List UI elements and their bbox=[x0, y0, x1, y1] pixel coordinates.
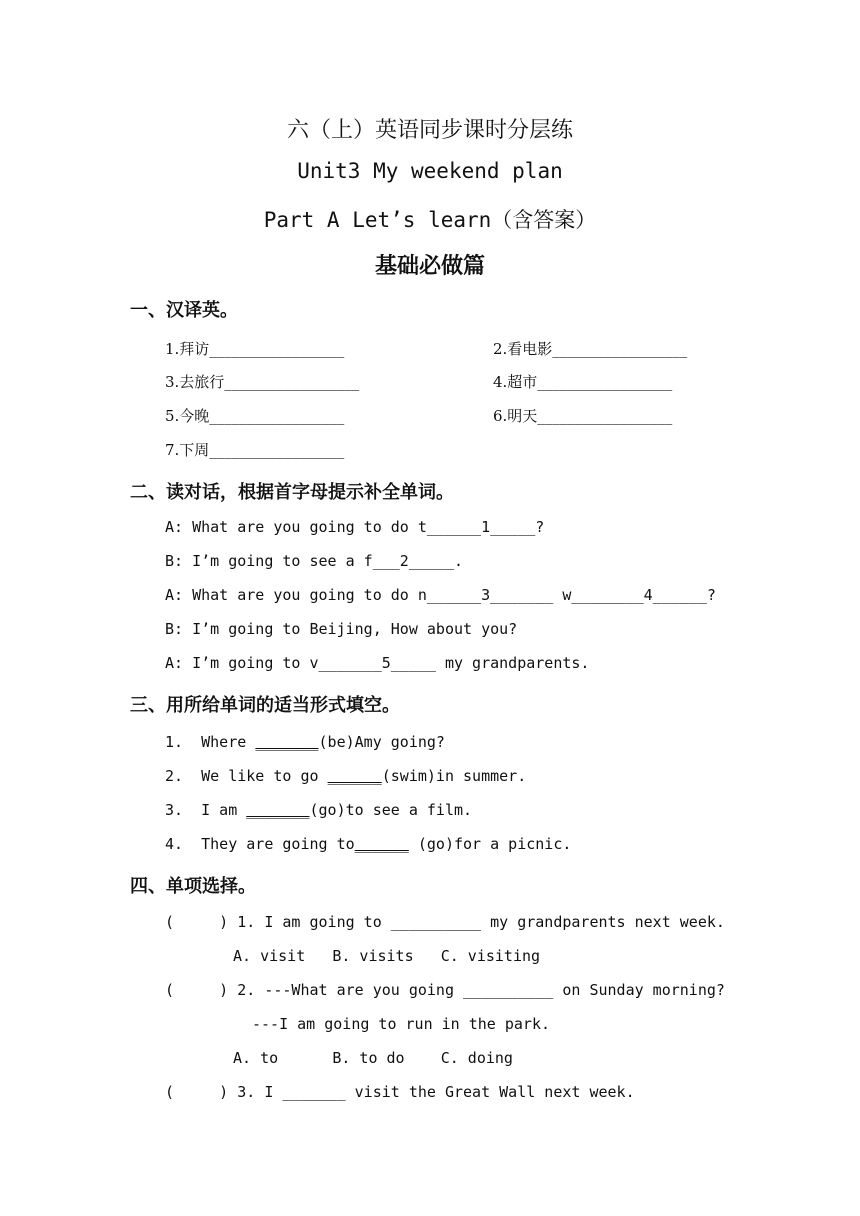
section1-heading: 一、汉译英。 bbox=[130, 300, 238, 321]
s1-item-2: 2.看电影__________________ bbox=[493, 340, 688, 358]
fill-line-4: 4. They are going to______ (go)for a picnic. bbox=[165, 835, 572, 853]
choice-q1: ( ) 1. I am going to __________ my grandparents next week. bbox=[165, 913, 725, 931]
section2-heading: 二、读对话，根据首字母提示补全单词。 bbox=[130, 482, 454, 503]
s1-item-6: 6.明天__________________ bbox=[493, 407, 673, 425]
fill-blank[interactable]: _______ bbox=[246, 801, 310, 819]
s1-item-3: 3.去旅行__________________ bbox=[165, 373, 360, 391]
choice-q2: ( ) 2. ---What are you going __________ on Sunday morning? bbox=[165, 981, 725, 999]
dialogue-line-3: A: What are you going to do n______3_______ w________4______? bbox=[165, 586, 716, 604]
part-title: Part A Let’s learn（含答案） bbox=[263, 208, 597, 232]
choice-q2-answer: ---I am going to run in the park. bbox=[252, 1015, 551, 1033]
fill-line-1: 1. Where _______(be)Amy going? bbox=[165, 733, 445, 751]
dialogue-line-5: A: I’m going to v_______5_____ my grandparents. bbox=[165, 654, 590, 672]
dialogue-line-1: A: What are you going to do t______1_____? bbox=[165, 518, 545, 536]
level-title: 基础必做篇 bbox=[374, 254, 485, 279]
s1-item-4: 4.超市__________________ bbox=[493, 373, 673, 391]
choice-q1-options: A. visit B. visits C. visiting bbox=[233, 947, 541, 965]
choice-q2-options: A. to B. to do C. doing bbox=[233, 1049, 513, 1067]
fill-blank[interactable]: ______ bbox=[327, 767, 382, 785]
section4-heading: 四、单项选择。 bbox=[130, 876, 256, 897]
s1-item-5: 5.今晚__________________ bbox=[165, 407, 345, 425]
choice-q3: ( ) 3. I _______ visit the Great Wall next week. bbox=[165, 1083, 635, 1101]
unit-title: Unit3 My weekend plan bbox=[297, 159, 563, 183]
fill-blank[interactable]: _______ bbox=[255, 733, 319, 751]
fill-line-3: 3. I am _______(go)to see a film. bbox=[165, 801, 473, 819]
s1-item-1: 1.拜访__________________ bbox=[165, 340, 345, 358]
s1-item-7: 7.下周__________________ bbox=[165, 441, 345, 459]
fill-line-2: 2. We like to go ______(swim)in summer. bbox=[165, 767, 527, 785]
dialogue-line-2: B: I’m going to see a f___2_____. bbox=[165, 552, 464, 570]
fill-blank[interactable]: ______ bbox=[354, 835, 409, 853]
dialogue-line-4: B: I’m going to Beijing, How about you? bbox=[165, 620, 518, 638]
page-title: 六（上）英语同步课时分层练 bbox=[286, 118, 573, 143]
section3-heading: 三、用所给单词的适当形式填空。 bbox=[130, 695, 400, 716]
